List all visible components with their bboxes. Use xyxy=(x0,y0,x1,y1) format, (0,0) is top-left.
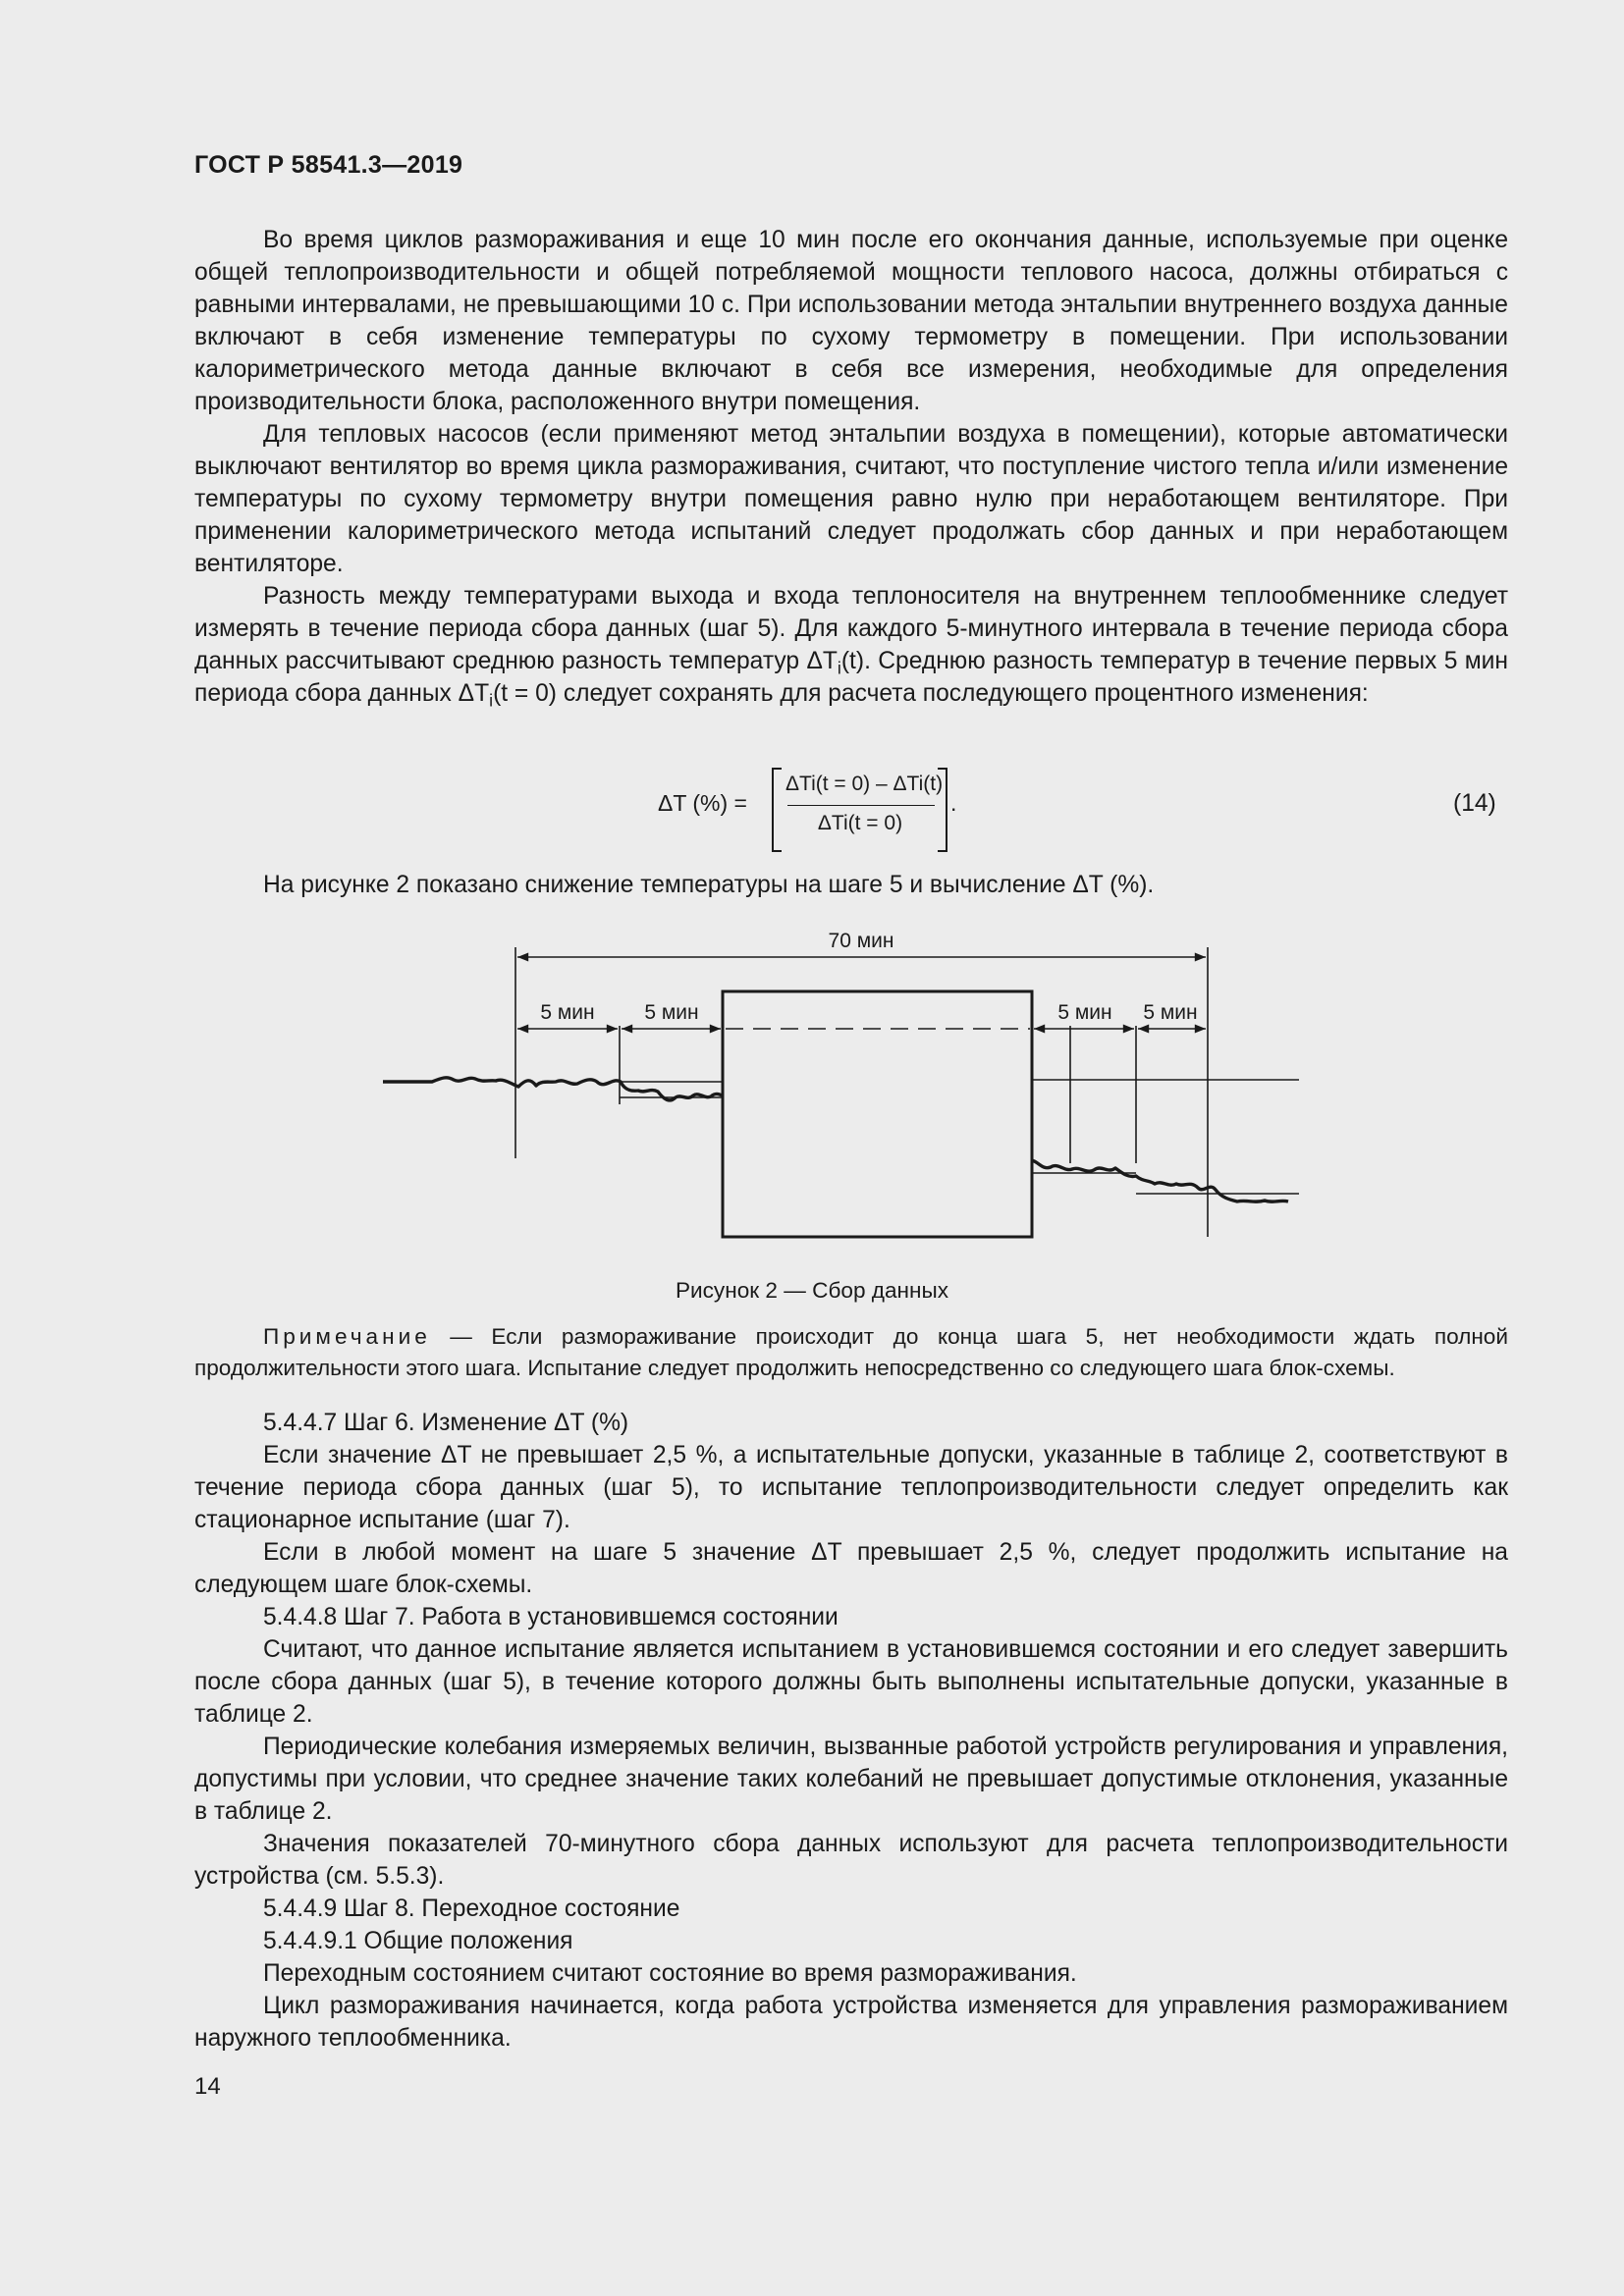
label-interval-2: 5 мин xyxy=(644,1001,699,1024)
body-text-top xyxy=(194,224,1508,710)
page-number: 14 xyxy=(194,2073,221,2100)
paragraph: Периодические колебания измеряемых величин, вызванные работой устройств регулирования и управления, допустимы при условии, что среднее значение таких колебаний не превышает допустимые отклонения, указанные в таблице 2. xyxy=(194,1734,1508,1825)
paragraph-delta-t: Разность между температурами выхода и входа теплоносителя на внутреннем теплообменнике следует измерять в течение периода сбора данных (шаг 5). Для каждого 5-минутного интервала в течение периода сбора данных рассчитывают среднюю разность температур $\Delta T_i(t)$. Среднюю разность температур в течение первых 5 мин периода сбора данных $\Delta T_i(t = 0)$ следует сохранять для расчета последующего процентного изменения: xyxy=(194,583,1509,711)
label-70-min: 70 мин xyxy=(828,930,894,952)
figure-intro-block xyxy=(194,869,1508,901)
right-bracket xyxy=(938,768,947,852)
label-interval-3: 5 мин xyxy=(1057,1001,1112,1024)
paragraph: Во время циклов размораживания и еще 10 мин после его окончания данные, используемые при оценке общей теплопроизводительности и общей потребляемой мощности теплового насоса, должны отбираться с равными интервалами, не превышающими 10 с. При использовании метода энтальпии внутреннего воздуха данные включают в себя изменение температуры по сухому термометру в помещении. При использовании калориметрического метода данные включают в себя все измерения, необходимые для определения производительности блока, расположенного внутри помещения. xyxy=(194,227,1508,415)
paragraph: Цикл размораживания начинается, когда работа устройства изменяется для управления размораживанием наружного теплообменника. xyxy=(194,1993,1508,2052)
note-block xyxy=(194,1321,1508,1384)
data-collection-figure xyxy=(373,923,1335,1256)
figure-caption: Рисунок 2 — Сбор данных xyxy=(675,1278,949,1303)
document-header: ГОСТ Р 58541.3—2019 xyxy=(194,151,463,179)
note-label: Примечание xyxy=(263,1324,431,1349)
figure-intro: На рисунке 2 показано снижение температуры на шаге 5 и вычисление ΔT (%). xyxy=(263,872,1155,898)
section-heading: 5.4.4.7 Шаг 6. Изменение ΔT (%) xyxy=(263,1410,629,1436)
equation-number: (14) xyxy=(1453,790,1496,817)
section-heading: 5.4.4.8 Шаг 7. Работа в установившемся состоянии xyxy=(263,1604,839,1630)
label-interval-4: 5 мин xyxy=(1143,1001,1198,1024)
section-heading: 5.4.4.9.1 Общие положения xyxy=(263,1928,573,1954)
paragraph: Переходным состоянием считают состояние во время размораживания. xyxy=(263,1960,1077,1987)
paragraph: Значения показателей 70-минутного сбора данных используют для расчета теплопроизводительности устройства (см. 5.5.3). xyxy=(194,1831,1508,1890)
fraction-bar xyxy=(787,805,935,806)
paragraph: Если в любой момент на шаге 5 значение ΔT превышает 2,5 %, следует продолжить испытание на следующем шаге блок-схемы. xyxy=(194,1539,1508,1598)
formula-numerator: ΔTi(t = 0) – ΔTi(t) xyxy=(785,773,944,795)
label-interval-1: 5 мин xyxy=(540,1001,595,1024)
paragraph: Для тепловых насосов (если применяют метод энтальпии воздуха в помещении), которые автоматически выключают вентилятор во время цикла размораживания, считают, что поступление чистого тепла и/или изменение температуры по сухому термометру внутри помещения равно нулю при неработающем вентиляторе. При применении калориметрического метода испытаний следует продолжать сбор данных и при неработающем вентиляторе. xyxy=(194,421,1508,577)
formula-period: . xyxy=(950,790,957,816)
body-text-bottom xyxy=(194,1407,1508,2055)
formula-14 xyxy=(648,760,982,858)
temperature-trace-after xyxy=(1032,1160,1288,1201)
formula-denominator: ΔTi(t = 0) xyxy=(817,812,903,834)
note-text: — Если размораживание происходит до конца шага 5, нет необходимости ждать полной продолжительности этого шага. Испытание следует продолжить непосредственно со следующего шага блок-схемы. xyxy=(194,1324,1508,1380)
paragraph: Считают, что данное испытание является испытанием в установившемся состоянии и его следует завершить после сбора данных (шаг 5), в течение которого должны быть выполнены испытательные допуски, указанные в таблице 2. xyxy=(194,1636,1508,1728)
left-bracket xyxy=(772,768,782,852)
note-paragraph xyxy=(194,1321,1508,1384)
formula-lhs: ΔT (%) = xyxy=(658,790,747,816)
paragraph: Если значение ΔT не превышает 2,5 %, а испытательные допуски, указанные в таблице 2, соответствуют в течение периода сбора данных (шаг 5), то испытание теплопроизводительности следует определить как стационарное испытание (шаг 7). xyxy=(194,1442,1508,1533)
section-heading: 5.4.4.9 Шаг 8. Переходное состояние xyxy=(263,1896,680,1922)
